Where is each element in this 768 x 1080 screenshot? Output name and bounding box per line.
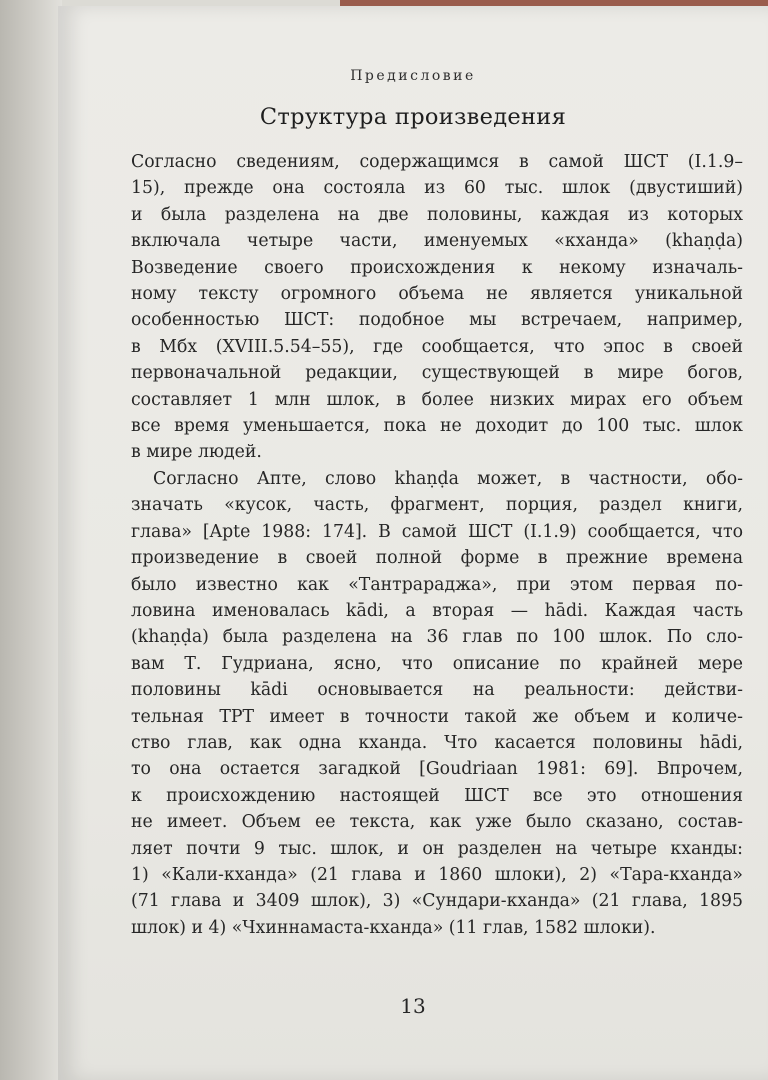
text-line: ляет почти 9 тыс. шлок, и он разделен на четыре кханды: — [131, 838, 743, 859]
text-line: значать «кусок, часть, фрагмент, порция, раздел книги, — [131, 495, 743, 516]
running-head: Предисловие — [350, 68, 476, 84]
text-line: первоначальной редакции, существующей в мире богов, — [131, 363, 743, 384]
text-line: включала четыре части, именуемых «кханда» (khaṇḍa) — [131, 231, 743, 252]
text-line: то она остается загадкой [Goudriaan 1981: 69]. Впрочем, — [131, 759, 743, 780]
text-line: в мире людей. — [131, 442, 262, 463]
text-line: Согласно сведениям, содержащимся в самой ШСТ (I.1.9– — [131, 152, 743, 172]
book-page — [58, 6, 768, 1080]
text-line: особенностью ШСТ: подобное мы встречаем, например, — [131, 310, 743, 331]
text-line: произведение в своей полной форме в прежние времена — [131, 548, 743, 569]
text-line: вам Т. Гудриана, ясно, что описание по крайней мере — [131, 653, 743, 674]
text-line: составляет 1 млн шлок, в более низких мирах его объем — [131, 389, 743, 410]
text-line: (71 глава и 3409 шлок), 3) «Сундари-кханда» (21 глава, 1895 — [131, 891, 743, 912]
text-line: ному тексту огромного объема не является уникальной — [131, 284, 743, 305]
text-line: все время уменьшается, пока не доходит до 100 тыс. шлок — [131, 416, 743, 437]
book-spine-edge — [0, 0, 62, 1080]
text-line: и была разделена на две половины, каждая из которых — [131, 204, 743, 225]
text-line: Возведение своего происхождения к некому изначаль- — [131, 257, 743, 278]
text-line: 15), прежде она состояла из 60 тыс. шлок (двустиший) — [131, 178, 743, 199]
page-number: 13 — [400, 994, 426, 1018]
text-line: Согласно Апте, слово khaṇḍa может, в частности, обо- — [153, 468, 743, 489]
text-line: шлок) и 4) «Чхиннамаста-кханда» (11 глав, 1582 шлоки). — [131, 917, 656, 938]
text-line: глава» [Apte 1988: 174]. В самой ШСТ (I.1.9) сообщается, что — [131, 521, 743, 542]
paragraph — [131, 149, 743, 466]
text-line: к происхождению настоящей ШСТ все это отношения — [131, 785, 743, 806]
text-line: 1) «Кали-кханда» (21 глава и 1860 шлоки), 2) «Тара-кханда» — [131, 864, 743, 885]
text-line: в Мбх (XVIII.5.54–55), где сообщается, что эпос в своей — [131, 336, 743, 357]
body-text — [131, 149, 743, 941]
text-line: не имеет. Объем ее текста, как уже было сказано, состав- — [131, 812, 743, 833]
text-line: половины kādi основывается на реальности: действи- — [131, 680, 743, 701]
text-line: тельная ТРТ имеет в точности такой же объем и количе- — [131, 706, 743, 727]
text-line: ство глав, как одна кханда. Что касается половины hādi, — [131, 732, 743, 753]
text-line: (khaṇḍa) была разделена на 36 глав по 100 шлок. По сло- — [131, 627, 743, 648]
text-line: ловина именовалась kādi, а вторая — hādi. Каждая часть — [131, 600, 743, 621]
text-line: было известно как «Тантрараджа», при этом первая по- — [131, 574, 743, 595]
section-title: Структура произведения — [259, 104, 567, 130]
paragraph — [131, 466, 743, 941]
